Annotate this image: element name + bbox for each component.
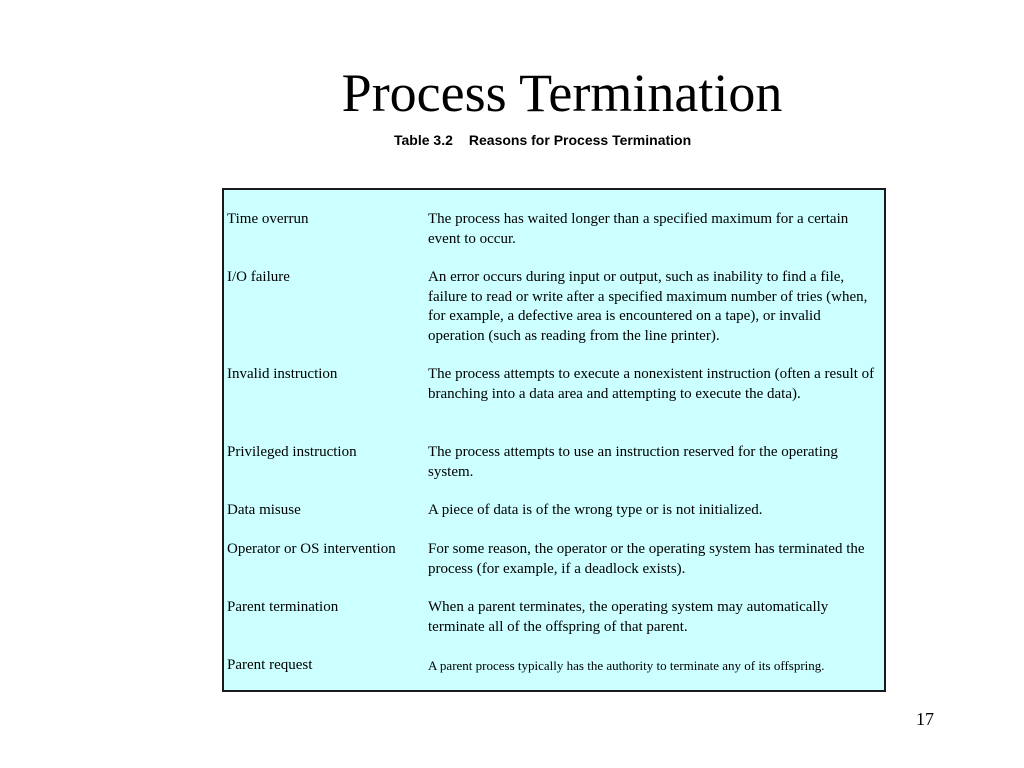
reason-term: Time overrun <box>227 211 309 227</box>
table-caption-number: Table 3.2 <box>394 132 453 148</box>
reason-description: The process has waited longer than a specified maximum for a certain event to occur. <box>428 211 849 247</box>
reason-term: Privileged instruction <box>227 444 357 460</box>
termination-reasons-table <box>222 188 886 692</box>
slide-number: 17 <box>916 709 934 729</box>
reason-description: When a parent terminates, the operating system may automatically terminate all of the offspring of that parent. <box>428 599 829 635</box>
reason-term: Parent termination <box>227 599 339 615</box>
reason-description: For some reason, the operator or the operating system has terminated the process (for example, if a deadlock exists). <box>428 541 865 577</box>
reason-term: I/O failure <box>227 269 290 285</box>
reason-term: Invalid instruction <box>227 366 338 382</box>
reason-description: The process attempts to execute a nonexistent instruction (often a result of branching into a data area and attempting to execute the data). <box>428 366 875 402</box>
slide-title: Process Termination <box>341 63 783 123</box>
reason-description: A piece of data is of the wrong type or is not initialized. <box>428 502 763 518</box>
reason-description: A parent process typically has the authority to terminate any of its offspring. <box>428 658 825 673</box>
table-caption <box>394 131 691 149</box>
reason-description: The process attempts to use an instruction reserved for the operating system. <box>428 444 838 480</box>
reason-term: Operator or OS intervention <box>227 541 396 557</box>
reason-description: An error occurs during input or output, such as inability to find a file, failure to read or write after a specified maximum number of tries (when, for example, a defective area is encountered on a tape), or invalid operation (such as reading from the line printer). <box>428 269 868 344</box>
table-caption-text: Reasons for Process Termination <box>468 132 692 148</box>
reason-term: Parent request <box>227 657 313 673</box>
reason-term: Data misuse <box>227 502 301 518</box>
